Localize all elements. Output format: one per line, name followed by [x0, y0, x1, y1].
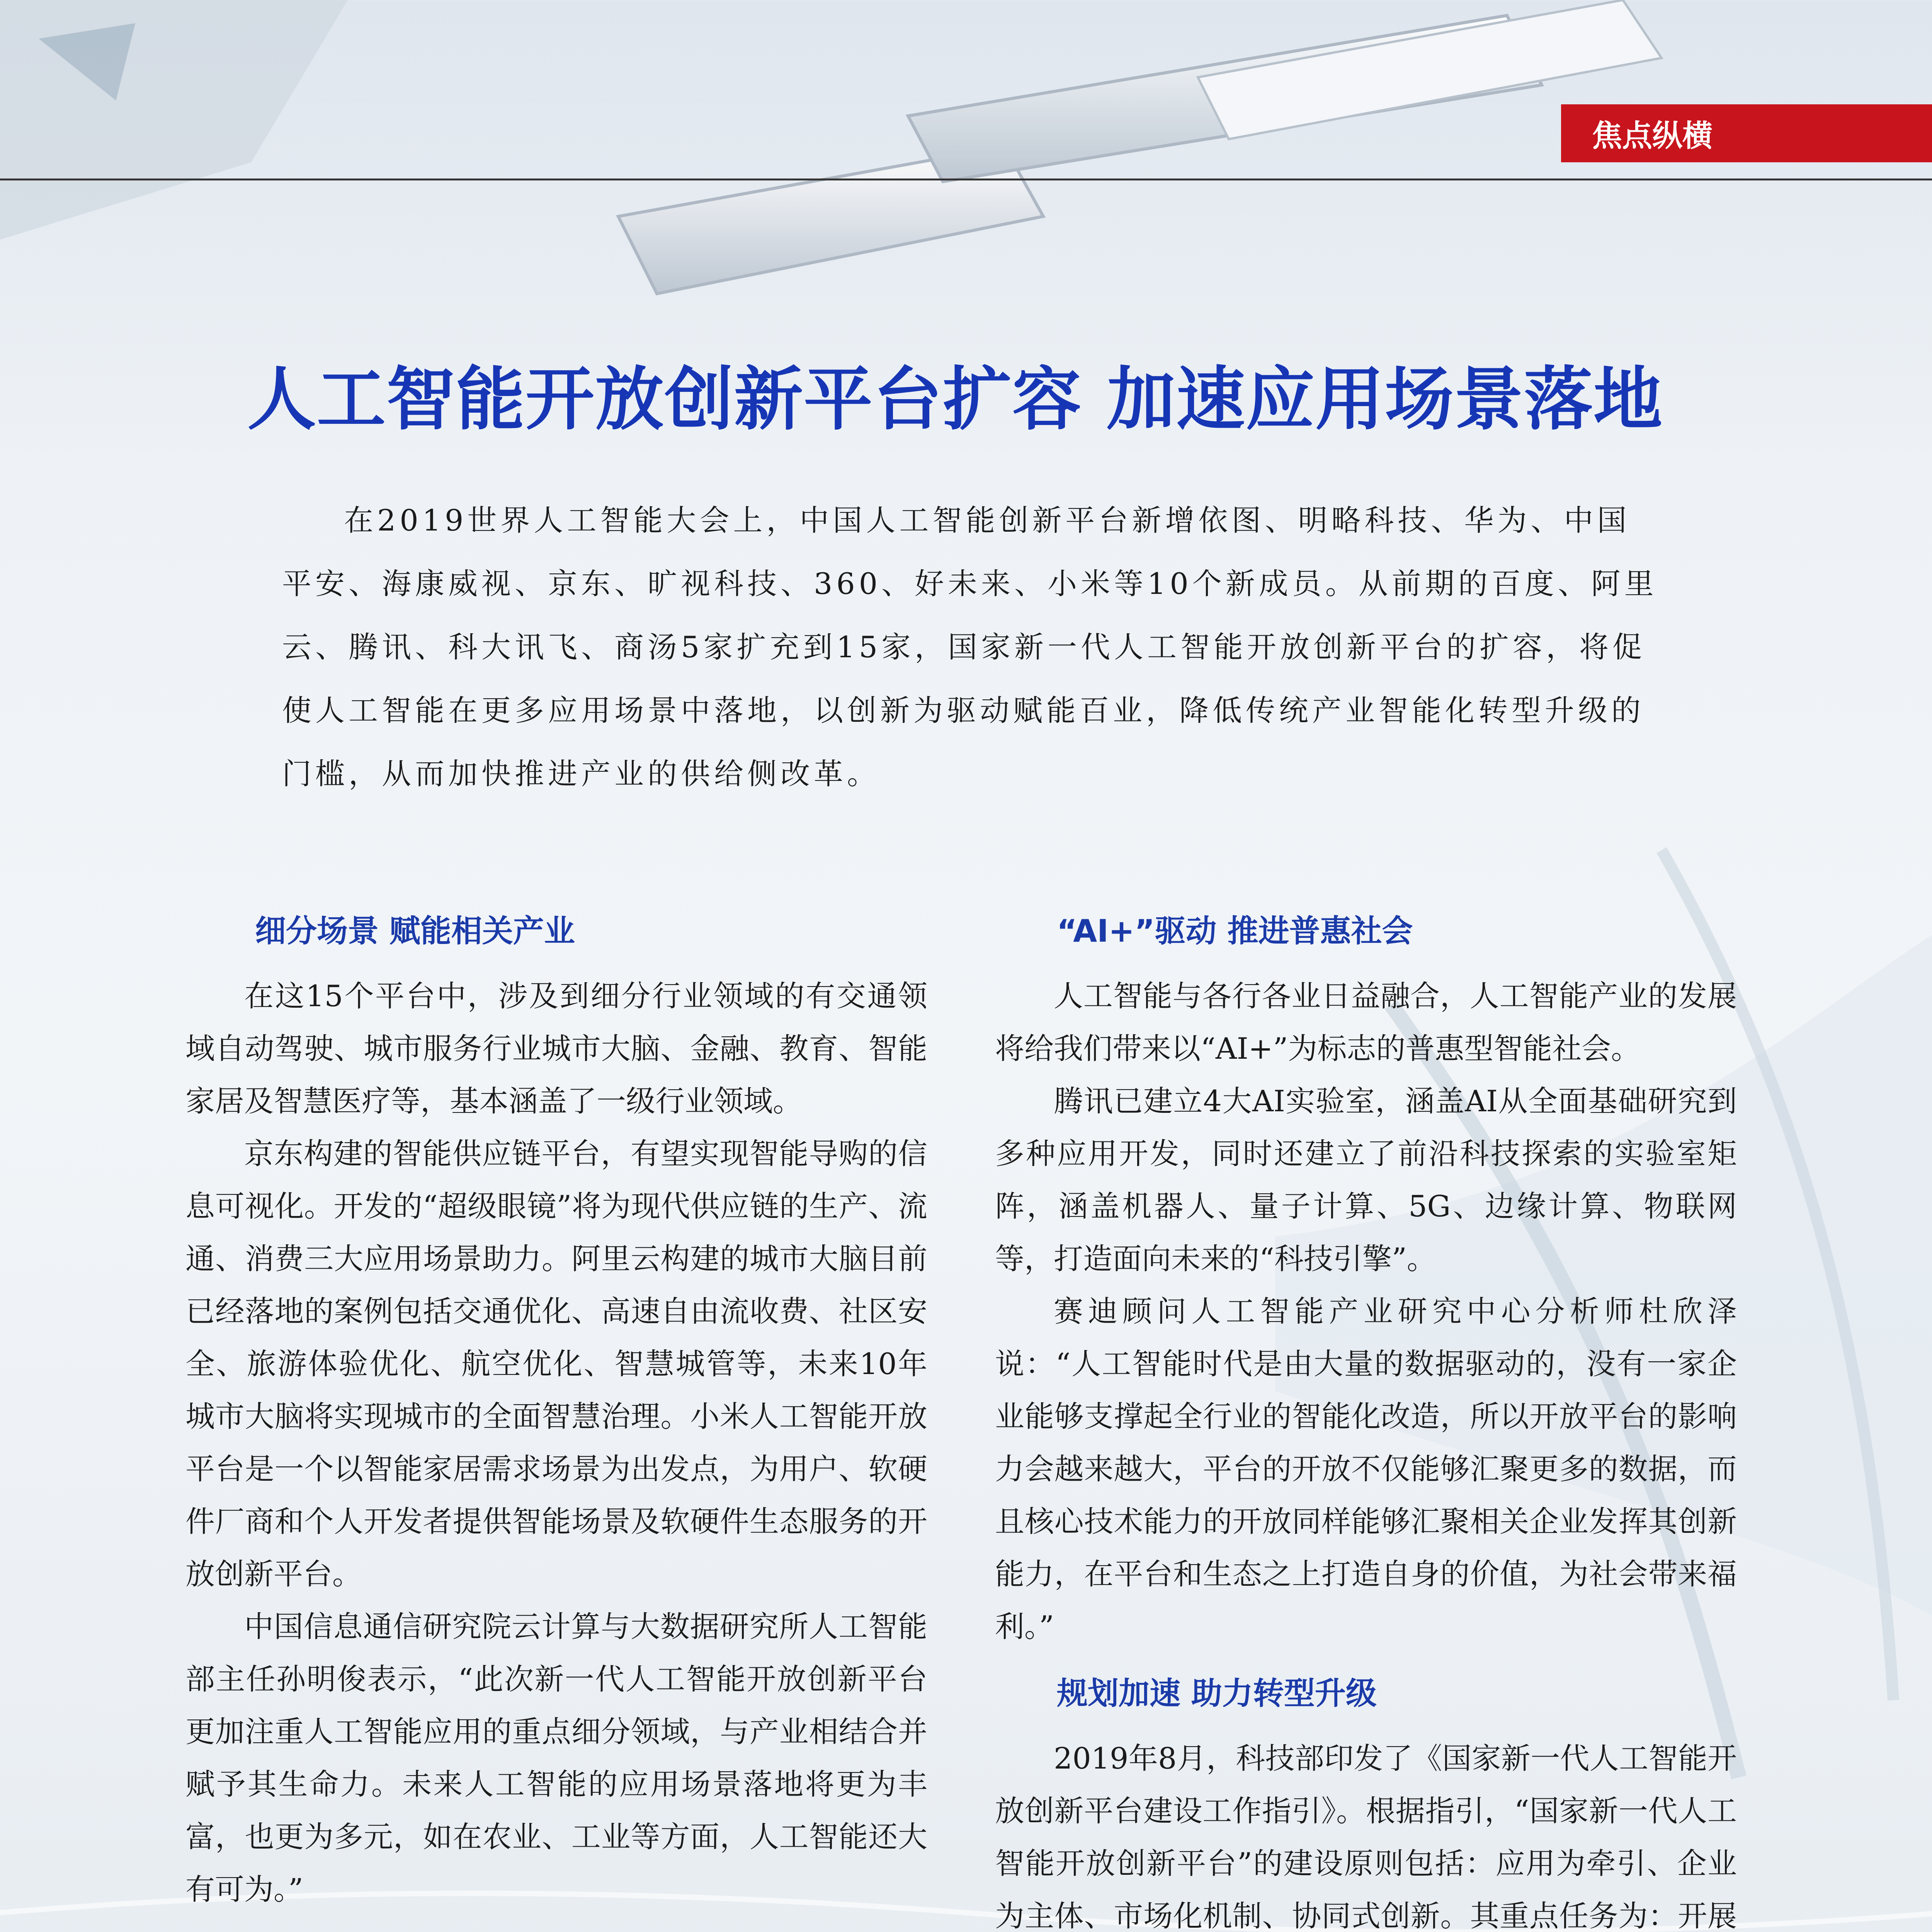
right-column: [995, 908, 1737, 1932]
section-heading-ai-plus: “AI+”驱动 推进普惠社会: [1057, 913, 1413, 949]
left-column: [185, 908, 927, 1916]
article-title: 人工智能开放创新平台扩容 加速应用场景落地: [247, 359, 1663, 439]
section-tab: [1561, 104, 1932, 162]
section-label: 焦点纵横: [1592, 119, 1713, 153]
paragraph: 京东构建的智能供应链平台，有望实现智能导购的信息可视化。开发的“超级眼镜”将为现代供应链的生产、流通、消费三大应用场景助力。阿里云构建的城市大脑目前已经落地的案例包括交通优化、高速自由流收费、社区安全、旅游体验优化、航空优化、智慧城管等，未来10年城市大脑将实现城市的全面智慧治理。小米人工智能开放平台是一个以智能家居需求场景为出发点，为用户、软硬件厂商和个人开发者提供智能场景及软硬件生态服务的开放创新平台。: [185, 1136, 927, 1591]
section-heading-scenarios: 细分场景 赋能相关产业: [255, 913, 575, 949]
article-lead: 在2019世界人工智能大会上，中国人工智能创新平台新增依图、明略科技、华为、中国平安、海康威视、京东、旷视科技、360、好未来、小米等10个新成员。从前期的百度、阿里云、腾讯、科大讯飞、商汤5家扩充到15家，国家新一代人工智能开放创新平台的扩容，将促使人工智能在更多应用场景中落地，以创新为驱动赋能百业，降低传统产业智能化转型升级的门槛，从而加快推进产业的供给侧改革。: [282, 503, 1658, 791]
paragraph: 腾讯已建立4大AI实验室，涵盖AI从全面基础研究到多种应用开发，同时还建立了前沿科技探索的实验室矩阵，涵盖机器人、量子计算、5G、边缘计算、物联网等，打造面向未来的“科技引擎”。: [995, 1084, 1737, 1276]
header-rule: [0, 179, 1932, 180]
paragraph: 在这15个平台中，涉及到细分行业领域的有交通领域自动驾驶、城市服务行业城市大脑、金融、教育、智能家居及智慧医疗等，基本涵盖了一级行业领域。: [185, 979, 927, 1118]
section-heading-planning: 规划加速 助力转型升级: [1057, 1675, 1377, 1711]
paragraph: 赛迪顾问人工智能产业研究中心分析师杜欣泽说：“人工智能时代是由大量的数据驱动的，没有一家企业能够支撑起全行业的智能化改造，所以开放平台的影响力会越来越大，平台的开放不仅能够汇聚更多的数据，而且核心技术能力的开放同样能够汇聚相关企业发挥其创新能力，在平台和生态之上打造自身的价值，为社会带来福利。”: [995, 1294, 1737, 1644]
paragraph: 中国信息通信研究院云计算与大数据研究所人工智能部主任孙明俊表示，“此次新一代人工智能开放创新平台更加注重人工智能应用的重点细分领域，与产业相结合并赋予其生命力。未来人工智能的应用场景落地将更为丰富，也更为多元，如在农业、工业等方面，人工智能还大有可为。”: [185, 1609, 927, 1906]
paragraph: 人工智能与各行各业日益融合，人工智能产业的发展将给我们带来以“AI+”为标志的普惠型智能社会。: [995, 979, 1737, 1066]
paragraph: 2019年8月，科技部印发了《国家新一代人工智能开放创新平台建设工作指引》。根据指引，“国家新一代人工智能开放创新平台”的建设原则包括：应用为牵引、企业为主体、市场化机制、协同式创新。其重点任务为：开展: [995, 1741, 1737, 1932]
